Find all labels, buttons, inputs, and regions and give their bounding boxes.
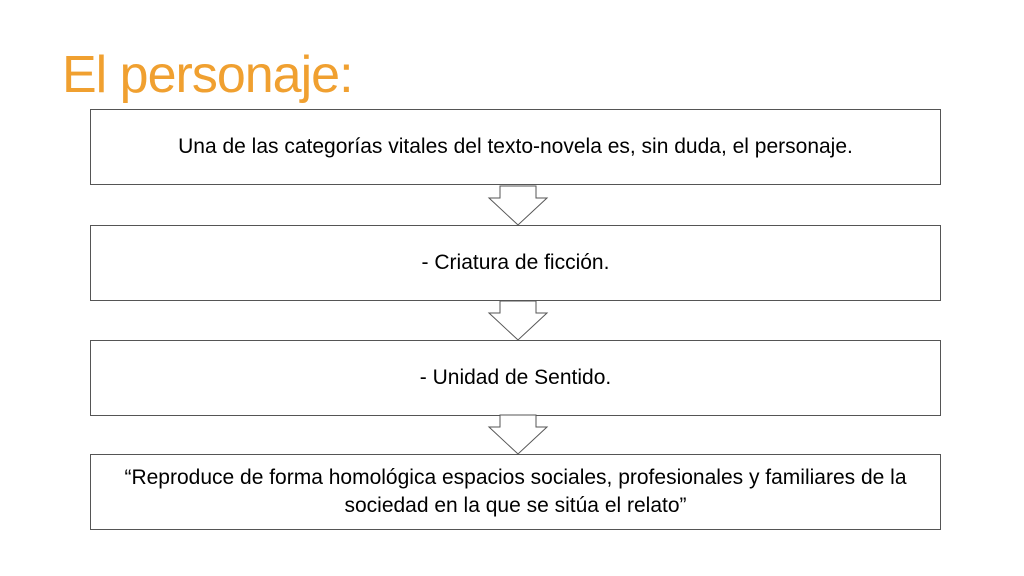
slide-title: El personaje:: [62, 46, 353, 104]
flow-step-3-text: - Unidad de Sentido.: [419, 366, 612, 389]
flow-step-2-text: - Criatura de ficción.: [421, 251, 610, 274]
flow-step-1: [90, 109, 941, 185]
down-arrow-icon-2: [487, 300, 549, 342]
down-arrow-icon-3: [487, 414, 549, 456]
flow-step-4-text: “Reproduce de forma homológica espacios sociales, profesionales y familiares de la sociedad en la que se sitúa el relato”: [124, 466, 907, 517]
flow-step-1-text: Una de las categorías vitales del texto-novela es, sin duda, el personaje.: [178, 135, 853, 158]
down-arrow-icon-1: [487, 185, 549, 227]
flow-step-4: [90, 454, 941, 530]
flow-step-2: [90, 225, 941, 301]
flow-step-3: [90, 340, 941, 416]
